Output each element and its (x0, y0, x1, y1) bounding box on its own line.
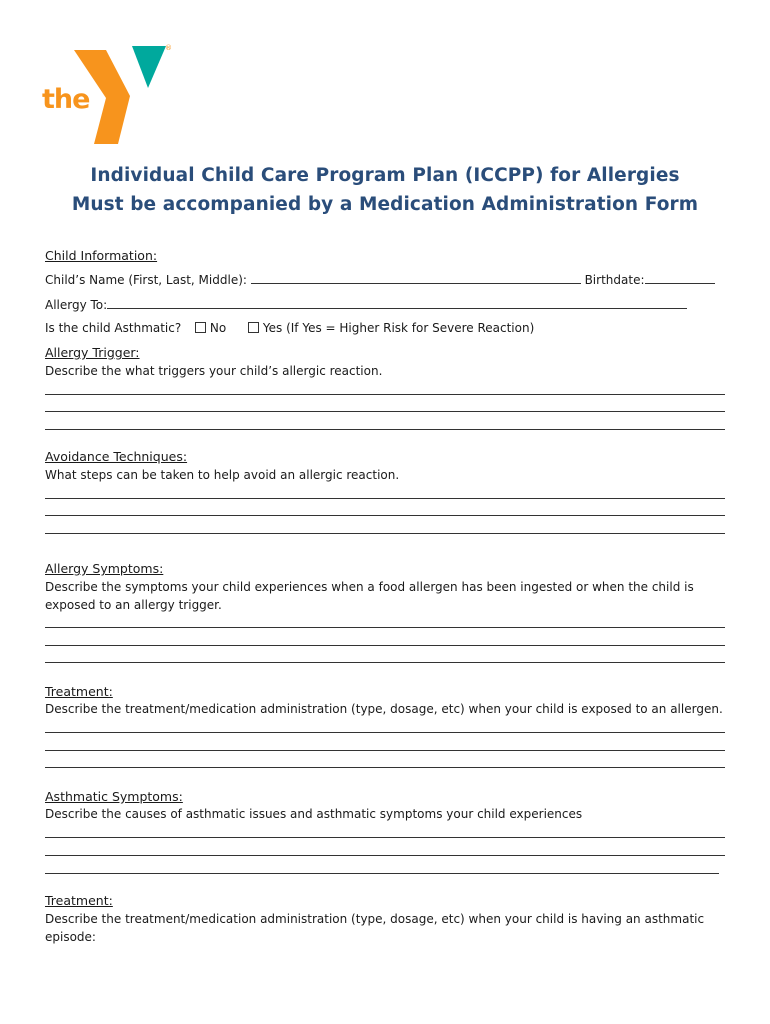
avoidance-line-1[interactable] (45, 498, 725, 499)
treatment-allergy-line-2[interactable] (45, 750, 725, 751)
allergy-symptoms-line-1[interactable] (45, 627, 725, 628)
allergy-to-label: Allergy To: (45, 298, 108, 312)
form-subtitle: Must be accompanied by a Medication Administration Form (71, 194, 699, 215)
allergy-symptoms-prompt-1: Describe the symptoms your child experiences when a food allergen has been ingested or when the child is (45, 580, 694, 594)
allergy-to-field[interactable] (107, 296, 687, 309)
asthmatic-yes-checkbox[interactable] (248, 322, 259, 333)
allergy-trigger-prompt: Describe the what triggers your child’s allergic reaction. (45, 364, 383, 378)
asthmatic-row (45, 319, 534, 337)
asthmatic-no-checkbox[interactable] (195, 322, 206, 333)
ymca-logo (42, 44, 172, 148)
allergy-symptoms-line-3[interactable] (45, 662, 725, 663)
avoidance-prompt: What steps can be taken to help avoid an allergic reaction. (45, 468, 400, 482)
form-title: Individual Child Care Program Plan (ICCPP) for Allergies (90, 165, 680, 186)
avoidance-line-3[interactable] (45, 533, 725, 534)
asthmatic-yes-label: Yes (If Yes = Higher Risk for Severe Reaction) (262, 321, 535, 335)
allergy-symptoms-prompt-2: exposed to an allergy trigger. (45, 598, 222, 612)
treatment-allergy-line-1[interactable] (45, 732, 725, 733)
treatment-allergy-line-3[interactable] (45, 767, 725, 768)
avoidance-line-2[interactable] (45, 515, 725, 516)
allergy-trigger-line-1[interactable] (45, 394, 725, 395)
child-name-row (45, 271, 715, 289)
asthmatic-symptoms-line-1[interactable] (45, 837, 725, 838)
treatment-allergy-heading: Treatment: (45, 684, 113, 699)
asthmatic-symptoms-heading: Asthmatic Symptoms: (45, 789, 183, 804)
birthdate-field[interactable] (645, 271, 715, 284)
allergy-trigger-line-2[interactable] (45, 411, 725, 412)
registered-mark: ® (165, 44, 172, 52)
ymca-y-mark (72, 44, 167, 148)
logo-the-text: the (42, 84, 90, 115)
child-name-field[interactable] (251, 271, 581, 284)
birthdate-label: Birthdate: (584, 273, 645, 287)
allergy-trigger-heading: Allergy Trigger: (45, 345, 140, 360)
asthmatic-symptoms-line-3[interactable] (45, 873, 719, 874)
allergy-symptoms-line-2[interactable] (45, 645, 725, 646)
allergy-trigger-line-3[interactable] (45, 429, 725, 430)
child-name-label: Child’s Name (First, Last, Middle): (45, 273, 247, 287)
asthmatic-no-label: No (209, 321, 227, 335)
asthmatic-question: Is the child Asthmatic? (45, 321, 182, 335)
treatment-asthma-prompt-1: Describe the treatment/medication administration (type, dosage, etc) when your child is having an asthmatic (45, 912, 705, 926)
logo-ymca-text: YMCA (123, 107, 143, 135)
treatment-asthma-heading: Treatment: (45, 893, 113, 908)
asthmatic-symptoms-line-2[interactable] (45, 855, 725, 856)
asthmatic-symptoms-prompt: Describe the causes of asthmatic issues and asthmatic symptoms your child experiences (45, 807, 583, 821)
child-info-heading: Child Information: (45, 248, 158, 263)
avoidance-heading: Avoidance Techniques: (45, 449, 188, 464)
treatment-asthma-prompt-2: episode: (45, 930, 96, 944)
allergy-symptoms-heading: Allergy Symptoms: (45, 561, 164, 576)
allergy-row (45, 296, 687, 314)
treatment-allergy-prompt: Describe the treatment/medication administration (type, dosage, etc) when your child is exposed to an allergen. (45, 702, 723, 716)
